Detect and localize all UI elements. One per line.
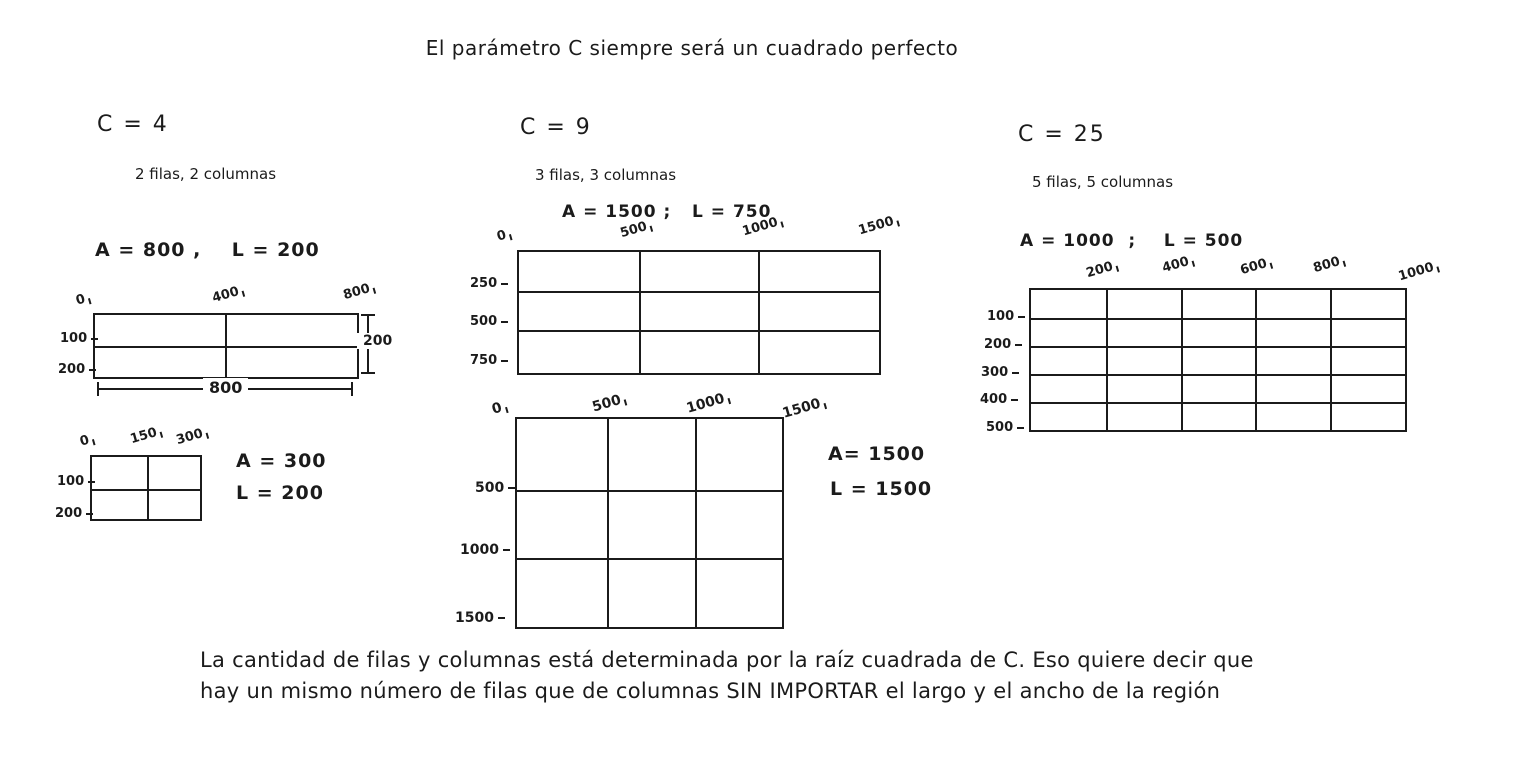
section-c25-formula: A = 1000 ; L = 500 <box>1020 231 1244 251</box>
x-tick: 300 <box>175 425 210 448</box>
y-tick: 200 <box>58 362 96 377</box>
width-dimension-label: 800 <box>203 378 248 397</box>
grid-line <box>517 558 782 560</box>
grid-line <box>758 252 760 373</box>
grid-line <box>1031 346 1405 348</box>
grid-line <box>607 419 609 627</box>
grid-c4-main <box>93 313 359 379</box>
x-tick: 0 <box>78 431 96 449</box>
y-tick: 200 <box>55 506 93 521</box>
grid-c4-small <box>90 455 202 521</box>
length-note: L = 1500 <box>830 478 933 500</box>
x-tick: 500 <box>590 391 627 416</box>
x-tick: 1000 <box>1397 259 1441 285</box>
y-tick: 750 <box>470 353 508 368</box>
x-tick: 150 <box>129 424 164 447</box>
grid-c9-wide <box>517 250 881 375</box>
grid-line <box>695 419 697 627</box>
section-c25-subtitle: 5 filas, 5 columnas <box>1032 173 1174 191</box>
x-tick: 400 <box>1161 253 1196 276</box>
grid-line <box>1031 374 1405 376</box>
y-tick: 1500 <box>455 610 505 626</box>
section-c4-formula: A = 800 , L = 200 <box>95 239 320 261</box>
grid-line <box>95 346 357 348</box>
section-c9-subtitle: 3 filas, 3 columnas <box>535 166 677 184</box>
grid-line <box>1255 290 1257 430</box>
x-tick: 0 <box>495 226 513 244</box>
section-c4-heading: C = 4 <box>97 112 169 137</box>
x-tick: 800 <box>1312 253 1347 276</box>
grid-line <box>1181 290 1183 430</box>
area-note: A = 300 <box>236 450 327 472</box>
grid-line <box>1031 402 1405 404</box>
conclusion-line-1: La cantidad de filas y columnas está determinada por la raíz cuadrada de C. Eso quiere decir que <box>200 648 1254 672</box>
grid-line <box>519 330 879 332</box>
section-c9-heading: C = 9 <box>520 115 592 140</box>
y-tick: 100 <box>60 331 98 346</box>
y-tick: 250 <box>470 276 508 291</box>
y-tick: 500 <box>475 480 515 496</box>
y-tick: 500 <box>986 420 1024 435</box>
conclusion-text <box>200 645 1300 707</box>
y-tick: 200 <box>984 337 1022 352</box>
conclusion-line-2: hay un mismo número de filas que de columnas SIN IMPORTAR el largo y el ancho de la región <box>200 679 1221 703</box>
x-tick: 0 <box>74 290 92 308</box>
grid-line <box>92 489 200 491</box>
section-c9-formula: A = 1500 ; L = 750 <box>562 202 772 222</box>
section-c25-heading: C = 25 <box>1018 122 1106 147</box>
x-tick: 800 <box>342 280 377 303</box>
y-tick: 400 <box>980 392 1018 407</box>
y-tick: 100 <box>987 309 1025 324</box>
x-tick: 1000 <box>741 214 785 240</box>
grid-line <box>1031 318 1405 320</box>
x-tick: 0 <box>490 398 509 417</box>
length-note: L = 200 <box>236 482 324 504</box>
grid-line <box>517 490 782 492</box>
grid-line <box>147 457 149 519</box>
y-tick: 300 <box>981 365 1019 380</box>
y-tick: 1000 <box>460 542 510 558</box>
grid-line <box>519 291 879 293</box>
grid-c9-square <box>515 417 784 629</box>
x-tick: 200 <box>1085 258 1120 281</box>
x-tick: 1500 <box>781 394 828 421</box>
height-dimension-label: 200 <box>357 333 398 349</box>
page-title: El parámetro C siempre será un cuadrado perfecto <box>425 36 959 60</box>
y-tick: 100 <box>57 474 95 489</box>
y-tick: 500 <box>470 314 508 329</box>
x-tick: 500 <box>619 218 654 241</box>
x-tick: 400 <box>211 283 246 306</box>
grid-line <box>1106 290 1108 430</box>
x-tick: 600 <box>1239 255 1274 278</box>
area-note: A= 1500 <box>828 443 926 465</box>
grid-line <box>1330 290 1332 430</box>
x-tick: 1500 <box>857 213 901 239</box>
grid-line <box>639 252 641 373</box>
grid-c25 <box>1029 288 1407 432</box>
x-tick: 1000 <box>685 389 732 416</box>
section-c4-subtitle: 2 filas, 2 columnas <box>135 165 277 183</box>
